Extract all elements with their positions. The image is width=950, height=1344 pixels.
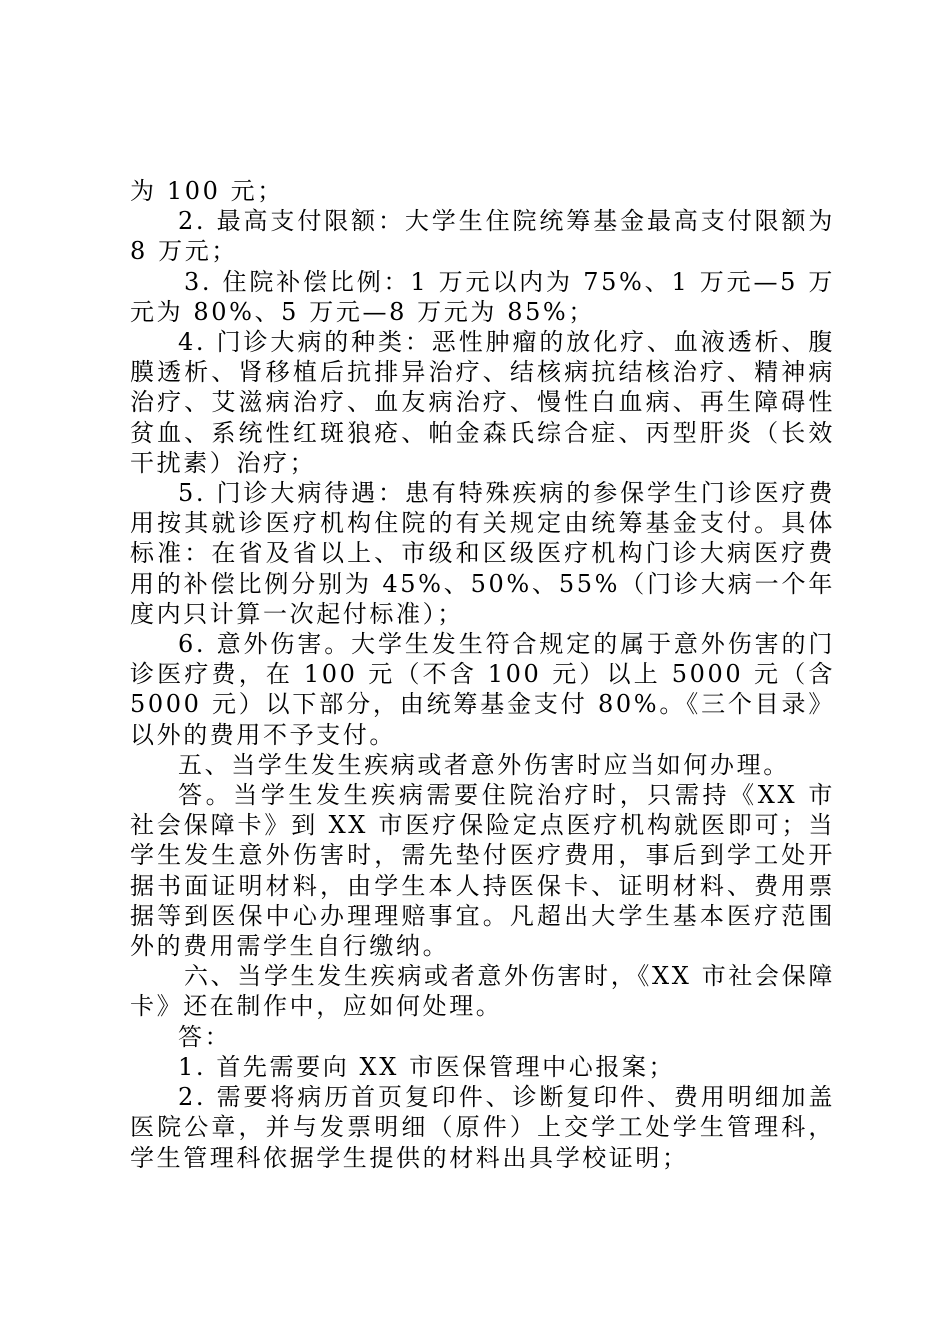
document-body [130, 176, 835, 1173]
section-heading-6: 六、当学生发生疾病或者意外伤害时，《XX 市社会保障卡》还在制作中，应如何处理。 [130, 962, 835, 1021]
paragraph-outpatient-disease-types: 4. 门诊大病的种类：恶性肿瘤的放化疗、血液透析、腹膜透析、肾移植后抗排异治疗、结核病抗结核治疗、精神病治疗、艾滋病治疗、血友病治疗、慢性白血病、再生障碍性贫血、系统性红斑狼疮、帕金森氏综合症、丙型肝炎（长效干扰素）治疗； [130, 328, 835, 477]
paragraph-outpatient-treatment: 5. 门诊大病待遇：患有特殊疾病的参保学生门诊医疗费用按其就诊医疗机构住院的有关规定由统筹基金支付。具体标准：在省及省以上、市级和区级医疗机构门诊大病医疗费用的补偿比例分别为 45%、50%、55%（门诊大病一个年度内只计算一次起付标准）； [130, 479, 835, 628]
paragraph-continuation: 为 100 元； [130, 177, 284, 205]
section-heading-5: 五、当学生发生疾病或者意外伤害时应当如何办理。 [178, 750, 790, 779]
paragraph-answer-label: 答： [178, 1022, 232, 1051]
paragraph-step-2: 2. 需要将病历首页复印件、诊断复印件、费用明细加盖医院公章，并与发票明细（原件）上交学工处学生管理科，学生管理科依据学生提供的材料出具学校证明； [130, 1083, 835, 1172]
paragraph-accidental-injury: 6. 意外伤害。大学生发生符合规定的属于意外伤害的门诊医疗费，在 100 元（不含 100 元）以上 5000 元（含 5000 元）以下部分，由统筹基金支付 80%。《三个目录》以外的费用不予支付。 [130, 630, 835, 749]
paragraph-step-1: 1. 首先需要向 XX 市医保管理中心报案； [178, 1052, 676, 1081]
paragraph-max-payment: 2. 最高支付限额：大学生住院统筹基金最高支付限额为 8 万元； [130, 207, 835, 266]
paragraph-answer-5: 答。当学生发生疾病需要住院治疗时，只需持《XX 市社会保障卡》到 XX 市医疗保险定点医疗机构就医即可；当学生发生意外伤害时，需先垫付医疗费用，事后到学工处开据书面证明材料，由学生本人持医保卡、证明材料、费用票据等到医保中心办理理赔事宜。凡超出大学生基本医疗范围外的费用需学生自行缴纳。 [130, 781, 835, 961]
paragraph-compensation-ratio: 3. 住院补偿比例：1 万元以内为 75%、1 万元—5 万元为 80%、5 万元—8 万元为 85%； [130, 267, 835, 326]
